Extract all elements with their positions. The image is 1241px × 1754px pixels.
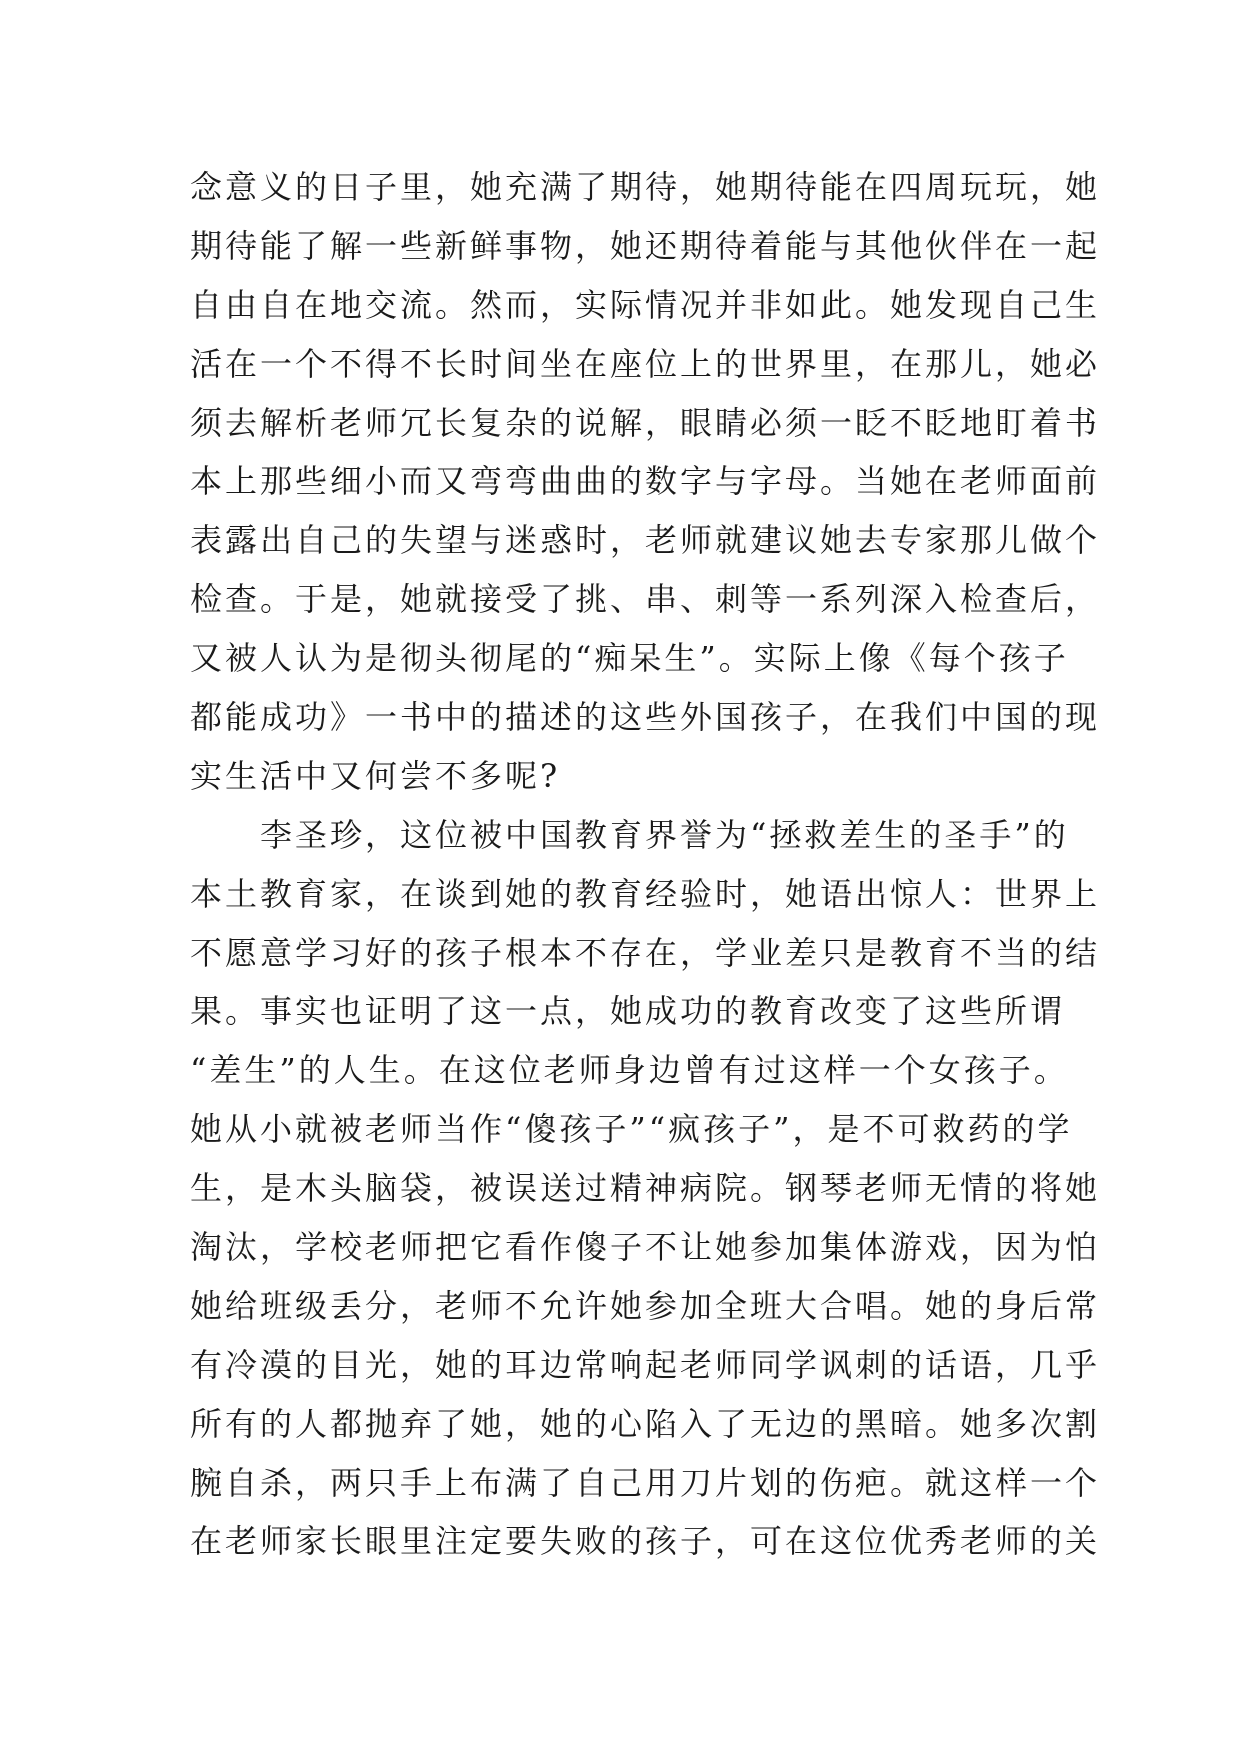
text-line: 她给班级丢分，老师不允许她参加全班大合唱。她的身后常 (190, 1286, 1101, 1325)
text-line: 期待能了解一些新鲜事物，她还期待着能与其他伙伴在一起 (190, 226, 1101, 265)
text-line: “差生”的人生。在这位老师身边曾有过这样一个女孩子。 (190, 1051, 1069, 1090)
body-text (190, 158, 1101, 1571)
text-line: 表露出自己的失望与迷惑时，老师就建议她去专家那儿做个 (190, 521, 1101, 560)
text-line: 生，是木头脑袋，被误送过精神病院。钢琴老师无情的将她 (190, 1169, 1101, 1208)
text-line: 自由自在地交流。然而，实际情况并非如此。她发现自己生 (190, 285, 1101, 324)
text-line: 又被人认为是彻头彻尾的“痴呆生”。实际上像《每个孩子 (190, 639, 1069, 678)
text-line: 都能成功》一书中的描述的这些外国孩子，在我们中国的现 (190, 698, 1101, 737)
text-line: 果。事实也证明了这一点，她成功的教育改变了这些所谓 (190, 992, 1066, 1031)
text-line: 念意义的日子里，她充满了期待，她期待能在四周玩玩，她 (190, 168, 1101, 206)
text-line: 本上那些细小而又弯弯曲曲的数字与字母。当她在老师面前 (190, 462, 1101, 501)
text-line: 须去解析老师冗长复杂的说解，眼睛必须一眨不眨地盯着书 (190, 403, 1101, 442)
text-line: 检查。于是，她就接受了挑、串、刺等一系列深入检查后， (190, 580, 1101, 619)
text-line: 腕自杀，两只手上布满了自己用刀片划的伤疤。就这样一个 (190, 1463, 1101, 1502)
text-line: 实生活中又何尝不多呢? (190, 756, 561, 795)
text-line: 她从小就被老师当作“傻孩子”“疯孩子”，是不可救药的学 (190, 1110, 1073, 1149)
text-line: 在老师家长眼里注定要失败的孩子，可在这位优秀老师的关 (190, 1522, 1101, 1561)
text-line: 淘汰，学校老师把它看作傻子不让她参加集体游戏，因为怕 (190, 1228, 1101, 1267)
text-line: 李圣珍，这位被中国教育界誉为“拯救差生的圣手”的 (260, 815, 1069, 854)
text-line: 本土教育家，在谈到她的教育经验时，她语出惊人：世界上 (190, 874, 1101, 913)
text-line: 不愿意学习好的孩子根本不存在，学业差只是教育不当的结 (190, 933, 1101, 972)
text-line: 所有的人都抛弃了她，她的心陷入了无边的黑暗。她多次割 (190, 1404, 1101, 1443)
text-line: 活在一个不得不长时间坐在座位上的世界里，在那儿，她必 (190, 344, 1101, 383)
text-line: 有冷漠的目光，她的耳边常响起老师同学讽刺的话语，几乎 (190, 1345, 1101, 1384)
